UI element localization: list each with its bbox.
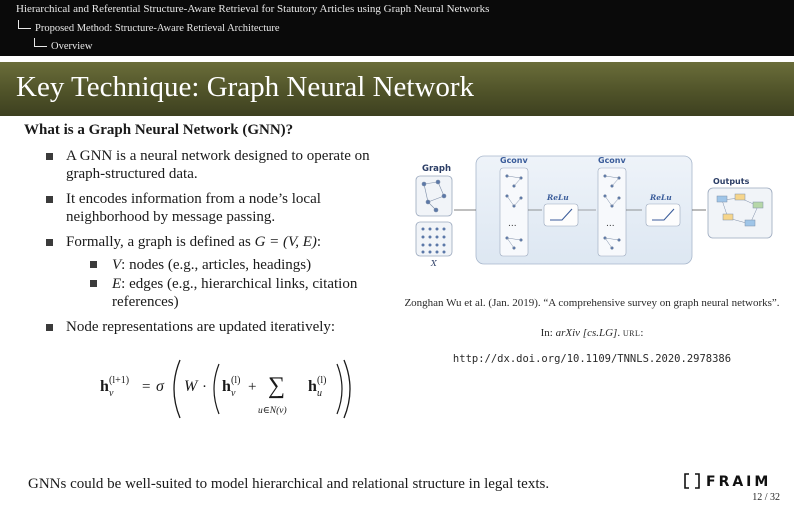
slide-title: Key Technique: Graph Neural Network <box>16 71 475 103</box>
bullet-item <box>46 233 396 311</box>
formula-h-v: h <box>222 378 231 395</box>
tree-corner-icon <box>18 20 31 29</box>
formula-sigma: σ <box>156 378 164 395</box>
nav-subsection-text: Overview <box>51 41 93 52</box>
relu1-box <box>544 204 578 226</box>
paren-right-inner <box>337 364 342 414</box>
bullet-item <box>46 190 396 226</box>
sub-bullet-text: : nodes (e.g., articles, headings) <box>121 257 312 273</box>
caption-url-label: URL <box>622 329 641 338</box>
relu2-label: ReLu <box>650 193 672 202</box>
gcn-diagram-svg <box>410 150 780 270</box>
bullet-text: It encodes information from a node’s local neighborhood by message passing. <box>66 191 321 225</box>
big-paren-left <box>174 360 180 418</box>
slide-title-bar <box>0 62 794 116</box>
formula-sub-lhs: v <box>109 388 114 399</box>
footer-note: GNNs could be well-suited to model hierarchical and relational structure in legal texts. <box>28 476 550 492</box>
caption-text: Zonghan Wu et al. (Jan. 2019). “A comprehensive survey on graph neural networks”. In: <box>404 297 780 339</box>
sub-bullet-item <box>90 256 396 274</box>
bracket-icon <box>685 474 699 488</box>
formula-plus: + <box>248 379 257 395</box>
message-passing-formula <box>98 358 358 420</box>
fraim-logo-svg <box>684 470 784 492</box>
gconv2-label: Gconv <box>598 156 626 165</box>
bullet-item <box>46 318 396 336</box>
sub-bullet-list <box>90 256 396 311</box>
gcn-architecture-diagram <box>410 150 780 270</box>
caption-venue: arXiv [cs.LG] <box>555 327 618 339</box>
formula-equals: = <box>142 379 151 395</box>
nav-section[interactable] <box>0 19 794 38</box>
formula-sum-sub: u∈N(v) <box>258 406 287 416</box>
bullet-list <box>46 147 396 343</box>
formula-h-lhs: h <box>100 378 109 395</box>
x-label: X <box>431 259 437 268</box>
nav-subsection[interactable] <box>0 38 794 56</box>
nodes-math: V <box>112 257 122 273</box>
formula-sup-lhs: (l+1) <box>109 375 130 386</box>
figure-caption: Zonghan Wu et al. (Jan. 2019). “A comprehensive survey on graph neural networks”. In: arXiv [cs.LG]. URL: http://dx.doi.org/10.1109/TNNLS.2020.2978386 <box>402 288 782 369</box>
square-bullet-icon <box>90 261 97 268</box>
formula-h-u: h <box>308 378 317 395</box>
nav-presentation-title[interactable] <box>0 0 794 19</box>
formula-dot: · <box>202 379 207 395</box>
square-bullet-icon <box>90 280 97 287</box>
square-bullet-icon <box>46 196 53 203</box>
big-paren-right <box>344 360 350 418</box>
sub-bullet-text: : edges (e.g., hierarchical links, citation references) <box>112 276 358 310</box>
formula-weight: W <box>184 378 198 395</box>
sub-bullet-item <box>90 275 396 311</box>
outputs-label: Outputs <box>713 177 750 186</box>
relu1-label: ReLu <box>547 193 569 202</box>
caption-url-link[interactable]: http://dx.doi.org/10.1109/TNNLS.2020.2978386 <box>452 353 732 365</box>
formula-sup-hu: (l) <box>317 375 327 386</box>
formula-svg <box>98 358 358 420</box>
square-bullet-icon <box>46 153 53 160</box>
nav-section-text: Proposed Method: Structure-Aware Retrieval Architecture <box>35 23 280 34</box>
fraim-logo-text: FRAIM <box>706 474 772 490</box>
bullet-text: A GNN is a neural network designed to operate on graph-structured data. <box>66 148 370 182</box>
feature-matrix-box <box>416 222 452 256</box>
gconv1-column <box>500 168 528 256</box>
fraim-logo <box>684 470 784 492</box>
edges-math: E <box>112 276 122 292</box>
gconv1-dots: ... <box>508 219 517 229</box>
paren-left-inner <box>214 364 219 414</box>
bullet-text: Node representations are updated iteratively: <box>66 319 336 335</box>
formula-sub-hv: v <box>231 388 236 399</box>
page-number: 12 / 32 <box>752 492 780 503</box>
relu2-box <box>646 204 680 226</box>
formula-sum: ∑ <box>268 373 286 399</box>
graph-label: Graph <box>422 164 452 174</box>
bullet-text-suffix: : <box>316 234 322 250</box>
gconv1-label: Gconv <box>500 156 528 165</box>
nav-title-text: Hierarchical and Referential Structure-Aware Retrieval for Statutory Articles using Graph Neural Networks <box>16 3 490 15</box>
graph-math: G = (V, E) <box>254 234 317 250</box>
gconv2-column <box>598 168 626 256</box>
gconv2-dots: ... <box>606 219 615 229</box>
tree-corner-icon <box>34 38 47 47</box>
formula-sup-hv: (l) <box>231 375 241 386</box>
square-bullet-icon <box>46 324 53 331</box>
square-bullet-icon <box>46 239 53 246</box>
section-heading: What is a Graph Neural Network (GNN)? <box>24 122 294 138</box>
bullet-text: Formally, a graph is defined as <box>66 234 255 250</box>
formula-sub-hu: u <box>317 388 322 399</box>
bullet-item <box>46 147 396 183</box>
